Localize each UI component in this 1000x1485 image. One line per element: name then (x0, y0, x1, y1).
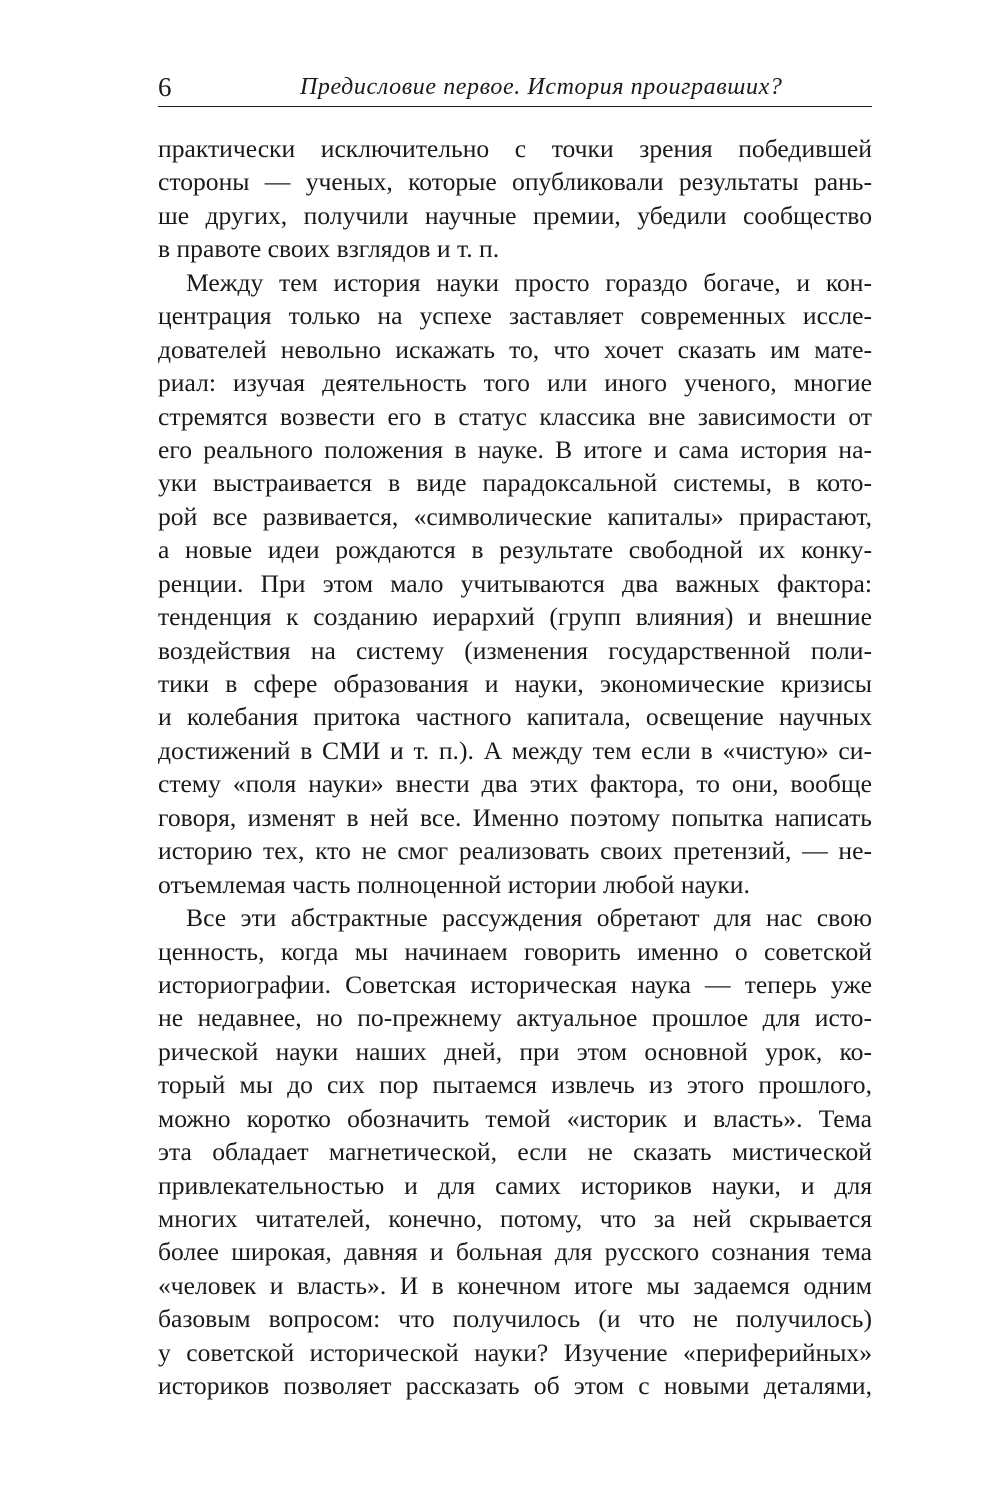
text-line: ше других, получили научные премии, убедили сообщество (158, 200, 872, 230)
text-line: у советской исторической науки? Изучение «периферийных» (158, 1337, 872, 1367)
text-line: историков позволяет рассказать об этом с новыми деталями, (158, 1371, 872, 1401)
paragraph-first-line: Все эти абстрактные рассуждения обретают для нас свою (186, 903, 872, 933)
text-line: привлекательностью и для самих историков науки, и для (158, 1170, 872, 1200)
text-line: и колебания притока частного капитала, освещение научных (158, 702, 872, 732)
text-line: стороны — ученых, которые опубликовали результаты рань- (158, 167, 872, 197)
text-line: воздействия на систему (изменения государственной поли- (158, 635, 872, 665)
text-line: базовым вопросом: что получилось (и что не получилось) (158, 1304, 872, 1334)
text-line: тенденция к созданию иерархий (групп влияния) и внешние (158, 602, 872, 632)
text-line: рой все развивается, «символические капиталы» прирастают, (158, 501, 872, 531)
text-line: рической науки наших дней, при этом основной урок, ко- (158, 1036, 872, 1066)
text-line: дователей невольно искажать то, что хочет сказать им мате- (158, 334, 872, 364)
text-line: историю тех, кто не смог реализовать своих претензий, — не- (158, 836, 872, 866)
text-line: многих читателей, конечно, потому, что за ней скрывается (158, 1204, 872, 1233)
text-line: торый мы до сих пор пытаемся извлечь из этого прошлого, (158, 1070, 872, 1100)
text-line: в правоте своих взглядов и т. п. (158, 234, 500, 264)
text-line: более широкая, давняя и больная для русского сознания тема (158, 1237, 872, 1267)
text-line: стему «поля науки» внести два этих фактора, то они, вообще (158, 769, 872, 799)
text-line: ренции. При этом мало учитываются два важных фактора: (158, 568, 872, 598)
paragraph-first-line: Между тем история науки просто гораздо богаче, и кон- (186, 267, 872, 297)
text-line: практически исключительно с точки зрения победившей (158, 134, 872, 163)
text-line: историографии. Советская историческая наука — теперь уже (158, 969, 872, 999)
text-line: риал: изучая деятельность того или иного ученого, многие (158, 368, 872, 398)
text-line: эта обладает магнетической, если не сказать мистической (158, 1137, 872, 1167)
text-line: уки выстраивается в виде парадоксальной системы, в кото- (158, 468, 872, 498)
running-title: Предисловие первое. История проигравших? (300, 74, 783, 100)
text-line: говоря, изменят в ней все. Именно поэтому попытка написать (158, 802, 872, 832)
page-number: 6 (158, 72, 172, 102)
text-line: его реального положения в науке. В итоге и сама история на- (158, 434, 872, 464)
text-line: стремятся возвести его в статус классика вне зависимости от (158, 401, 872, 431)
running-head (158, 70, 872, 104)
text-line: а новые идеи рождаются в результате свободной их конку- (158, 535, 872, 565)
text-line: достижений в СМИ и т. п.). А между тем если в «чистую» си- (158, 735, 872, 765)
text-line: «человек и власть». И в конечном итоге мы задаемся одним (158, 1270, 872, 1300)
text-line: отъемлемая часть полноценной истории любой науки. (158, 869, 750, 899)
text-line: ценность, когда мы начинаем говорить именно о советской (158, 936, 872, 966)
text-line: можно коротко обозначить темой «историк и власть». Тема (158, 1103, 872, 1133)
header-rule (158, 106, 872, 107)
body-text (158, 132, 872, 1403)
text-line: не недавнее, но по-прежнему актуальное прошлое для исто- (158, 1003, 872, 1033)
text-line: тики в сфере образования и науки, экономические кризисы (158, 669, 872, 698)
text-line: центрация только на успехе заставляет современных иссле- (158, 301, 872, 331)
